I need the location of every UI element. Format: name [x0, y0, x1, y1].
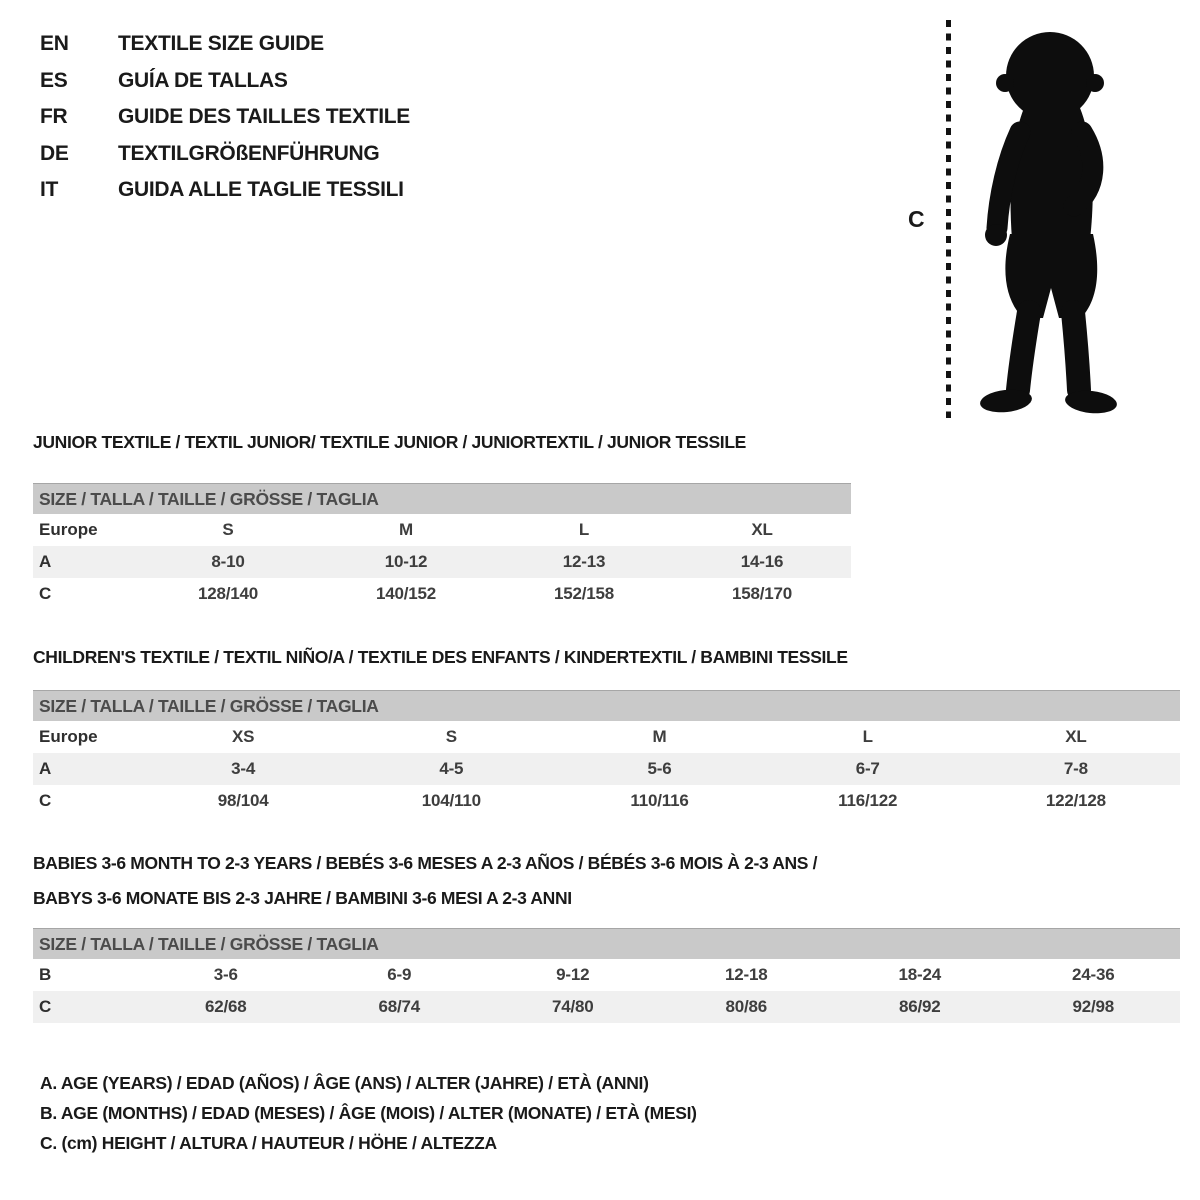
size-header-bar: SIZE / TALLA / TAILLE / GRÖSSE / TAGLIA: [33, 690, 1180, 721]
table-row: [33, 991, 1180, 1023]
table-cell: XL: [751, 520, 773, 539]
table-cell: 12-13: [562, 552, 606, 571]
language-code: ES: [40, 68, 68, 92]
table-cell: 24-36: [1072, 965, 1115, 984]
table-cell: M: [652, 727, 667, 746]
language-title: GUÍA DE TALLAS: [118, 68, 288, 92]
children-size-table: [33, 690, 1180, 817]
language-code: IT: [40, 178, 59, 201]
table-cell: S: [445, 727, 457, 746]
language-row: [40, 99, 410, 136]
table-cell: 92/98: [1072, 997, 1115, 1016]
legend-line-b: B. AGE (MONTHS) / EDAD (MESES) / ÂGE (MOIS) / ALTER (MONATE) / ETÀ (MESI): [40, 1103, 697, 1123]
language-row: [40, 172, 410, 209]
table-row: [33, 514, 851, 546]
legend-line-a: A. AGE (YEARS) / EDAD (AÑOS) / ÂGE (ANS) / ALTER (JAHRE) / ETÀ (ANNI): [40, 1073, 649, 1093]
table-row: [33, 753, 1180, 785]
table-cell: 98/104: [217, 791, 269, 810]
size-header-bar: SIZE / TALLA / TAILLE / GRÖSSE / TAGLIA: [33, 483, 851, 514]
table-row: [33, 578, 851, 610]
table-cell: 3-6: [213, 965, 238, 984]
table-cell: 14-16: [740, 552, 784, 571]
table-cell: 128/140: [197, 584, 259, 603]
size-header-bar: SIZE / TALLA / TAILLE / GRÖSSE / TAGLIA: [33, 928, 1180, 959]
table-cell: 62/68: [204, 997, 247, 1016]
table-cell: 158/170: [731, 584, 793, 603]
table-cell: 5-6: [647, 759, 672, 778]
table-cell: 80/86: [725, 997, 768, 1016]
table-cell: 104/110: [421, 791, 481, 810]
table-cell: XS: [231, 727, 255, 746]
table-cell: 10-12: [384, 552, 428, 571]
babies-section-title: [33, 846, 1013, 915]
row-label: A: [39, 552, 52, 571]
table-cell: 18-24: [898, 965, 941, 984]
legend: [40, 1068, 697, 1158]
language-row: [40, 136, 410, 173]
row-label: C: [39, 791, 52, 810]
junior-section-title: JUNIOR TEXTILE / TEXTIL JUNIOR/ TEXTILE JUNIOR / JUNIORTEXTIL / JUNIOR TESSILE: [33, 432, 746, 452]
table-cell: 6-9: [387, 965, 412, 984]
language-title: TEXTILGRÖßENFÜHRUNG: [118, 141, 380, 165]
table-row: [33, 785, 1180, 817]
language-code: EN: [40, 32, 69, 55]
row-label: Europe: [39, 520, 98, 539]
table-cell: 140/152: [375, 584, 437, 603]
table-cell: 3-4: [231, 759, 256, 778]
row-label: Europe: [39, 727, 98, 746]
height-marker-label: C: [908, 206, 925, 232]
language-code: DE: [40, 141, 69, 165]
table-cell: 152/158: [553, 584, 615, 603]
language-title: TEXTILE SIZE GUIDE: [118, 32, 324, 55]
table-cell: 86/92: [898, 997, 941, 1016]
table-row: [33, 546, 851, 578]
language-row: [40, 26, 410, 63]
language-code: FR: [40, 105, 68, 128]
language-title: GUIDE DES TAILLES TEXTILE: [118, 105, 410, 128]
table-cell: 110/116: [630, 791, 689, 810]
babies-size-table: [33, 928, 1180, 1023]
row-label: B: [39, 965, 52, 984]
children-section-title: CHILDREN'S TEXTILE / TEXTIL NIÑO/A / TEXTILE DES ENFANTS / KINDERTEXTIL / BAMBINI TESSILE: [33, 647, 848, 667]
table-cell: 9-12: [556, 965, 590, 984]
row-label: C: [39, 997, 52, 1016]
table-cell: 6-7: [855, 759, 880, 778]
table-cell: 4-5: [439, 759, 464, 778]
table-cell: S: [222, 520, 234, 539]
table-row: [33, 721, 1180, 753]
row-label: A: [39, 759, 52, 778]
height-marker-dashed-line: [946, 20, 951, 418]
toddler-silhouette: [962, 20, 1142, 420]
language-row: [40, 63, 410, 100]
table-cell: L: [578, 520, 590, 539]
table-cell: 74/80: [551, 997, 594, 1016]
babies-title-line1: BABIES 3-6 MONTH TO 2-3 YEARS / BEBÉS 3-6 MESES A 2-3 AÑOS / BÉBÉS 3-6 MOIS À 2-3 ANS /: [33, 853, 818, 873]
table-cell: 122/128: [1045, 791, 1106, 810]
table-cell: 8-10: [211, 552, 245, 571]
table-cell: L: [862, 727, 873, 746]
table-cell: 12-18: [725, 965, 768, 984]
table-cell: M: [399, 520, 413, 539]
table-cell: 68/74: [378, 997, 421, 1016]
junior-size-table: [33, 483, 851, 610]
table-cell: XL: [1065, 727, 1087, 746]
language-title: GUIDA ALLE TAGLIE TESSILI: [118, 178, 404, 201]
table-cell: 7-8: [1063, 759, 1088, 778]
table-row: [33, 959, 1180, 991]
table-cell: 116/122: [838, 791, 898, 810]
babies-title-line2: BABYS 3-6 MONATE BIS 2-3 JAHRE / BAMBINI 3-6 MESI A 2-3 ANNI: [33, 887, 572, 908]
legend-line-c: C. (cm) HEIGHT / ALTURA / HAUTEUR / HÖHE / ALTEZZA: [40, 1133, 497, 1153]
row-label: C: [39, 584, 52, 603]
language-list: [40, 26, 410, 209]
